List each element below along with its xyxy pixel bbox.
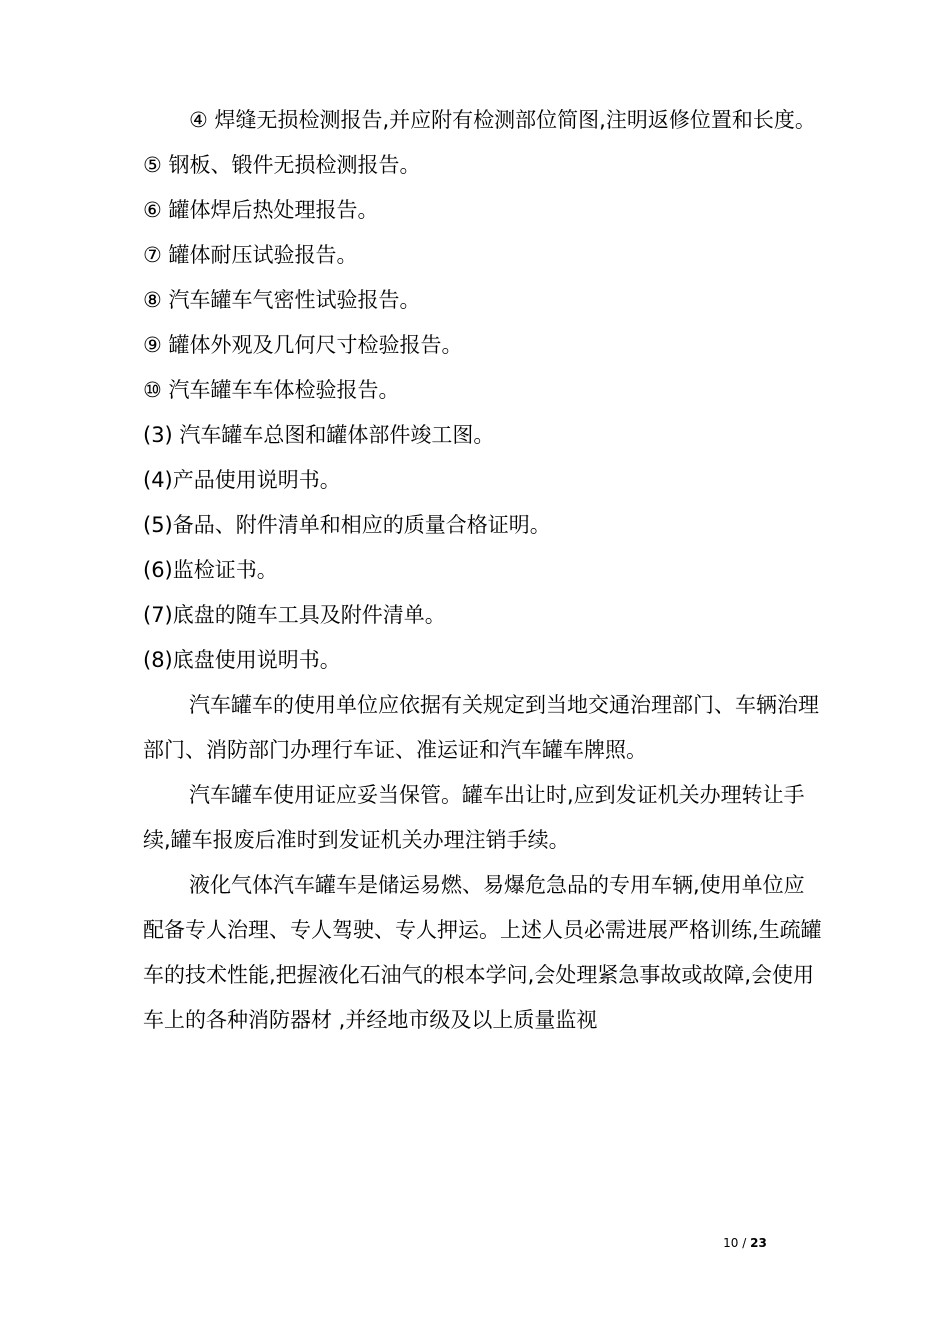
body-paragraph: 汽车罐车的使用单位应依据有关规定到当地交通治理部门、车辆治理部门、消防部门办理行车证、准运证和汽车罐车牌照。 [143,693,819,762]
list-item: ⑧ 汽车罐车气密性试验报告。 [143,288,421,312]
page-number [700,1236,790,1250]
list-item: (7)底盘的随车工具及附件清单。 [143,603,446,627]
list-item: (6)监检证书。 [143,558,278,582]
list-item: ⑦ 罐体耐压试验报告。 [143,243,358,267]
body-paragraph: 液化气体汽车罐车是储运易燃、易爆危急品的专用车辆,使用单位应配备专人治理、专人驾驶、专人押运。上述人员必需进展严格训练,生疏罐车的技术性能,把握液化石油气的根本学问,会处理紧急事故或故障,会使用车上的各种消防器材 ,并经地市级及以上质量监视 [143,873,822,1032]
body-paragraph: 汽车罐车使用证应妥当保管。罐车出让时,应到发证机关办理转让手续,罐车报废后准时到发证机关办理注销手续。 [143,783,805,852]
list-item: ⑥ 罐体焊后热处理报告。 [143,198,379,222]
list-item: (5)备品、附件清单和相应的质量合格证明。 [143,513,551,537]
list-item: (8)底盘使用说明书。 [143,648,341,672]
list-item: (3) 汽车罐车总图和罐体部件竣工图。 [143,423,495,447]
page-separator: / [738,1236,751,1250]
list-item: ⑩ 汽车罐车车体检验报告。 [143,378,400,402]
list-item: ⑤ 钢板、锻件无损检测报告。 [143,153,421,177]
list-item: ④ 焊缝无损检测报告,并应附有检测部位简图,注明返修位置和长度。 [189,108,816,132]
current-page-number: 10 [723,1236,739,1250]
list-item: (4)产品使用说明书。 [143,468,341,492]
total-page-count: 23 [750,1236,767,1250]
document-body [143,98,823,1043]
list-item: ⑨ 罐体外观及几何尺寸检验报告。 [143,333,463,357]
